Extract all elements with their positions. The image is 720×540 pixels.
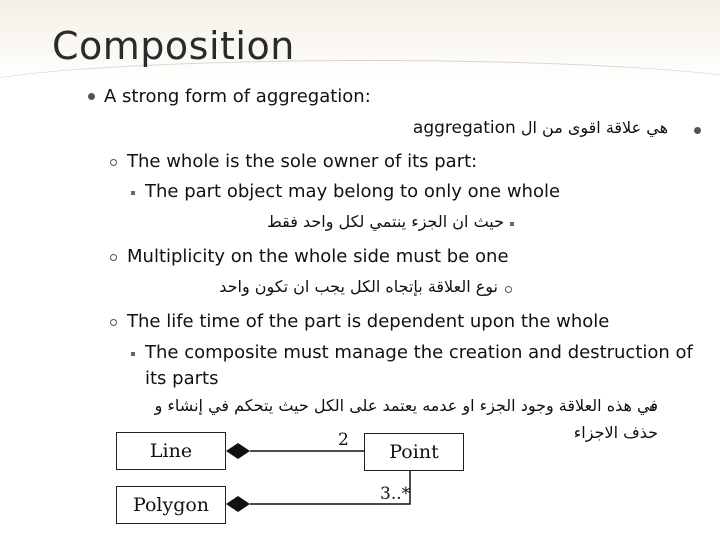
bullet-ring	[505, 286, 512, 293]
composition-diamond-polygon	[226, 496, 250, 512]
bullet-ar-composite-line2: حذف الاجزاء	[573, 423, 658, 442]
bullet-sole-owner: The whole is the sole owner of its part:	[127, 151, 478, 172]
bullet-square	[510, 222, 514, 226]
bullet-square	[131, 191, 135, 195]
bullet-ring	[110, 159, 117, 166]
bullet-square	[131, 352, 135, 356]
bullet-ar-aggregation	[248, 118, 668, 138]
class-box-line	[116, 432, 226, 470]
bullet-strong-form: A strong form of aggregation:	[104, 86, 371, 107]
bullet-life-time: The life time of the part is dependent upon the whole	[127, 311, 610, 332]
bullet-dot	[694, 127, 701, 134]
bullet-dot	[88, 93, 95, 100]
latin-word: aggregation	[412, 118, 516, 138]
bullet-composite-line2: its parts	[145, 368, 219, 389]
slide-title: Composition	[52, 24, 295, 68]
bullet-ar-composite-line1: في هذه العلاقة وجود الجزء او عدمه يعتمد على الكل حيث يتحكم في إنشاء و	[154, 396, 658, 415]
class-label-point: Point	[389, 441, 439, 463]
bullet-composite-line1: The composite must manage the creation and destruction of	[145, 342, 693, 363]
composition-diamond-line	[226, 443, 250, 459]
bullet-ring	[110, 319, 117, 326]
multiplicity-line: 2	[338, 430, 349, 450]
class-label-line: Line	[149, 440, 193, 462]
bullet-multiplicity: Multiplicity on the whole side must be one	[127, 246, 509, 267]
multiplicity-polygon: 3..*	[380, 484, 411, 504]
bullet-ar-one-whole: حيث ان الجزء ينتمي لكل واحد فقط	[266, 212, 504, 231]
ar-text: هي علاقة اقوى من ال	[520, 118, 668, 137]
class-box-polygon	[116, 486, 226, 524]
bullet-ar-multiplicity: نوع العلاقة بإتجاه الكل يجب ان تكون واحد	[219, 277, 498, 296]
class-label-polygon: Polygon	[132, 494, 210, 516]
class-box-point	[364, 433, 464, 471]
bullet-ring	[110, 254, 117, 261]
bullet-one-whole: The part object may belong to only one whole	[145, 181, 561, 202]
